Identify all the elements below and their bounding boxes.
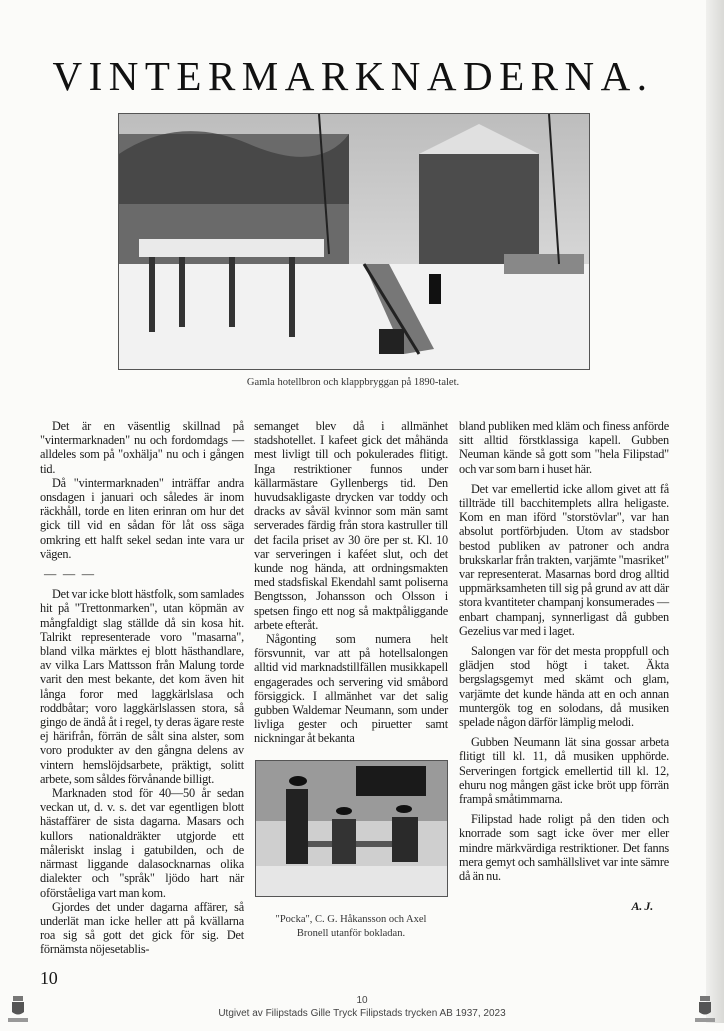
filipstads-gille-logo (692, 994, 718, 1026)
paragraph: Någonting som numera helt försvunnit, var att på hotellsalongen alltid vid marknadstillfällen musikkapell engagerades och servering vid småbord försiggick. I allmänhet var det salig gubben Waldemar Neumann, som under livliga gester och piruetter samt nickningar åt bekanta (254, 632, 448, 746)
footer-publisher: Utgivet av Filipstads Gille Tryck Filipstads trycken AB 1937, 2023 (218, 1008, 506, 1019)
paragraph: Det är en väsentlig skillnad på "vintermarknaden" nu och fordomdags — alldeles som på "oxhälja" nu och i gången tid. (40, 419, 244, 476)
photo2-caption (254, 913, 448, 941)
author-signature: A. J. (631, 899, 653, 914)
caption-line: Bronell utanför bokladan. (296, 927, 406, 939)
caption-line: "Pocka", C. G. Håkansson och Axel (275, 913, 427, 925)
paragraph: bland publiken med kläm och finess anförde sitt alltid förstklassiga kapell. Gubben Neuman kände så gott som "hela Filipstad" och var som barn i huset här. (459, 419, 669, 476)
section-divider: — — — (44, 567, 97, 582)
column-1 (40, 419, 244, 989)
paragraph: Då "vintermarknaden" inträffar andra onsdagen i januari och således är inom räckhåll, torde en liten erinran om hur det gick till vid en sådan för låt oss säga omkring ett halft sekel sedan inte vara ur vägen. (40, 475, 244, 561)
paragraph: Det var icke blott hästfolk, som samlades hit på "Trettonmarken", utan köpmän av mångfaldigt slag ställde då sin kosa hit. Talrikt representerade voro "masarna", bland vilka märktes ej blott hästhandlare, av vilka Lars Mattsson från Malung torde varit den mest bekante, det kom även hit långa foror med laggkärlslasa och roddbåtar; voro laggkärlslassen stora, så gingo de ändå åt i regel, ty deras ägare reste ej härifrån, förrän de sålt sina alster, som voro produkter av den gångna delens av vintern hemslöjdsarbete, präktigt, solitt arbete, som såldes förvånande billigt. (40, 587, 244, 786)
paragraph: Filipstad hade roligt på den tiden och knorrade som sagt icke över mer eller mindre märkvärdiga restriktioner. Det fanns mera gemyt och samhällslivet var inte sämre då än nu. (459, 812, 669, 884)
page-title: VINTERMARKNADERNA. (52, 53, 654, 99)
page-number: 10 (40, 967, 58, 988)
photo1-caption: Gamla hotellbron och klappbryggan på 1890-talet. (246, 377, 460, 388)
paragraph: Marknaden stod för 40—50 år sedan veckan ut, d. v. s. det var egentligen blott hästaffärer de sista dagarna. Masars och kullors nationaldräkter utgjorde ett måleriskt inslag i gatubilden, och de närmast liggande dalasocknarnas olika dialekter och "språk" ljödo hart när oförståeliga vart man kom. (40, 786, 244, 900)
scan-edge (706, 0, 724, 1023)
paragraph: semanget blev då i allmänhet stadshotellet. I kafeet gick det måhända mest livligt till och pokulerades flitigt. Inga restriktioner funnos under källarmästare Gyllenbergs tid. Den huvudsakligaste drycken var toddy och dracks av såväl kvinnor som män samt serverades färdig från stora kastruller till det facila priset av 30 öre per st. Kl. 10 var serveringen i kaféet slut, och det kunde nog hända, att ordningsmakten med stadsfiskal Ekendahl samt poliserna Bengtsson, Johansson och Olsson i spetsen fingo ett nog så maktpåliggande arbete efteråt. (254, 419, 448, 632)
photo-men-outside-bookshop (255, 760, 448, 897)
filipstads-gille-logo (5, 994, 31, 1026)
photo-hotel-bridge (118, 113, 590, 370)
column-2 (254, 419, 448, 941)
footer-page-number: 10 (356, 995, 368, 1006)
paragraph: Gubben Neumann lät sina gossar arbeta flitigt till kl. 11, då musiken upphörde. Serveringen fortgick emellertid till kl. 12, ehuru nog mången gäst icke bröt upp förrän frampå småtimmarna. (459, 735, 669, 807)
paragraph: Salongen var för det mesta proppfull och glädjen stod högt i taket. Äkta bergslagsgemyt med skämt och glam, varjämte det kunde hända att en och annan muntergök tog en solodans, då musiken spelade någon därför lämplig melodi. (459, 644, 669, 730)
column-3 (459, 419, 669, 914)
paragraph: Gjordes det under dagarna affärer, så underlät man icke heller att på kvällarna roa sig så gott det gick för sig. Det förnämsta nöjesetablis- (40, 899, 244, 957)
paragraph: Det var emellertid icke allom givet att få tillträde till bacchitemplets allra heligaste. Kom en man iförd "storstövlar", var han absolut portförbjuden. Utom av stadsbor bestod publiken av patroner och andra brukskarlar från trakten, varjämte "masriket" var representerat. Masarnas bord drog alltid uppmärksamheten till sig på grund av att där stora kvantiteter champanj konsumerades — enbart champanj, synnerligast då gubben Gezelius var med i laget. (459, 481, 669, 638)
